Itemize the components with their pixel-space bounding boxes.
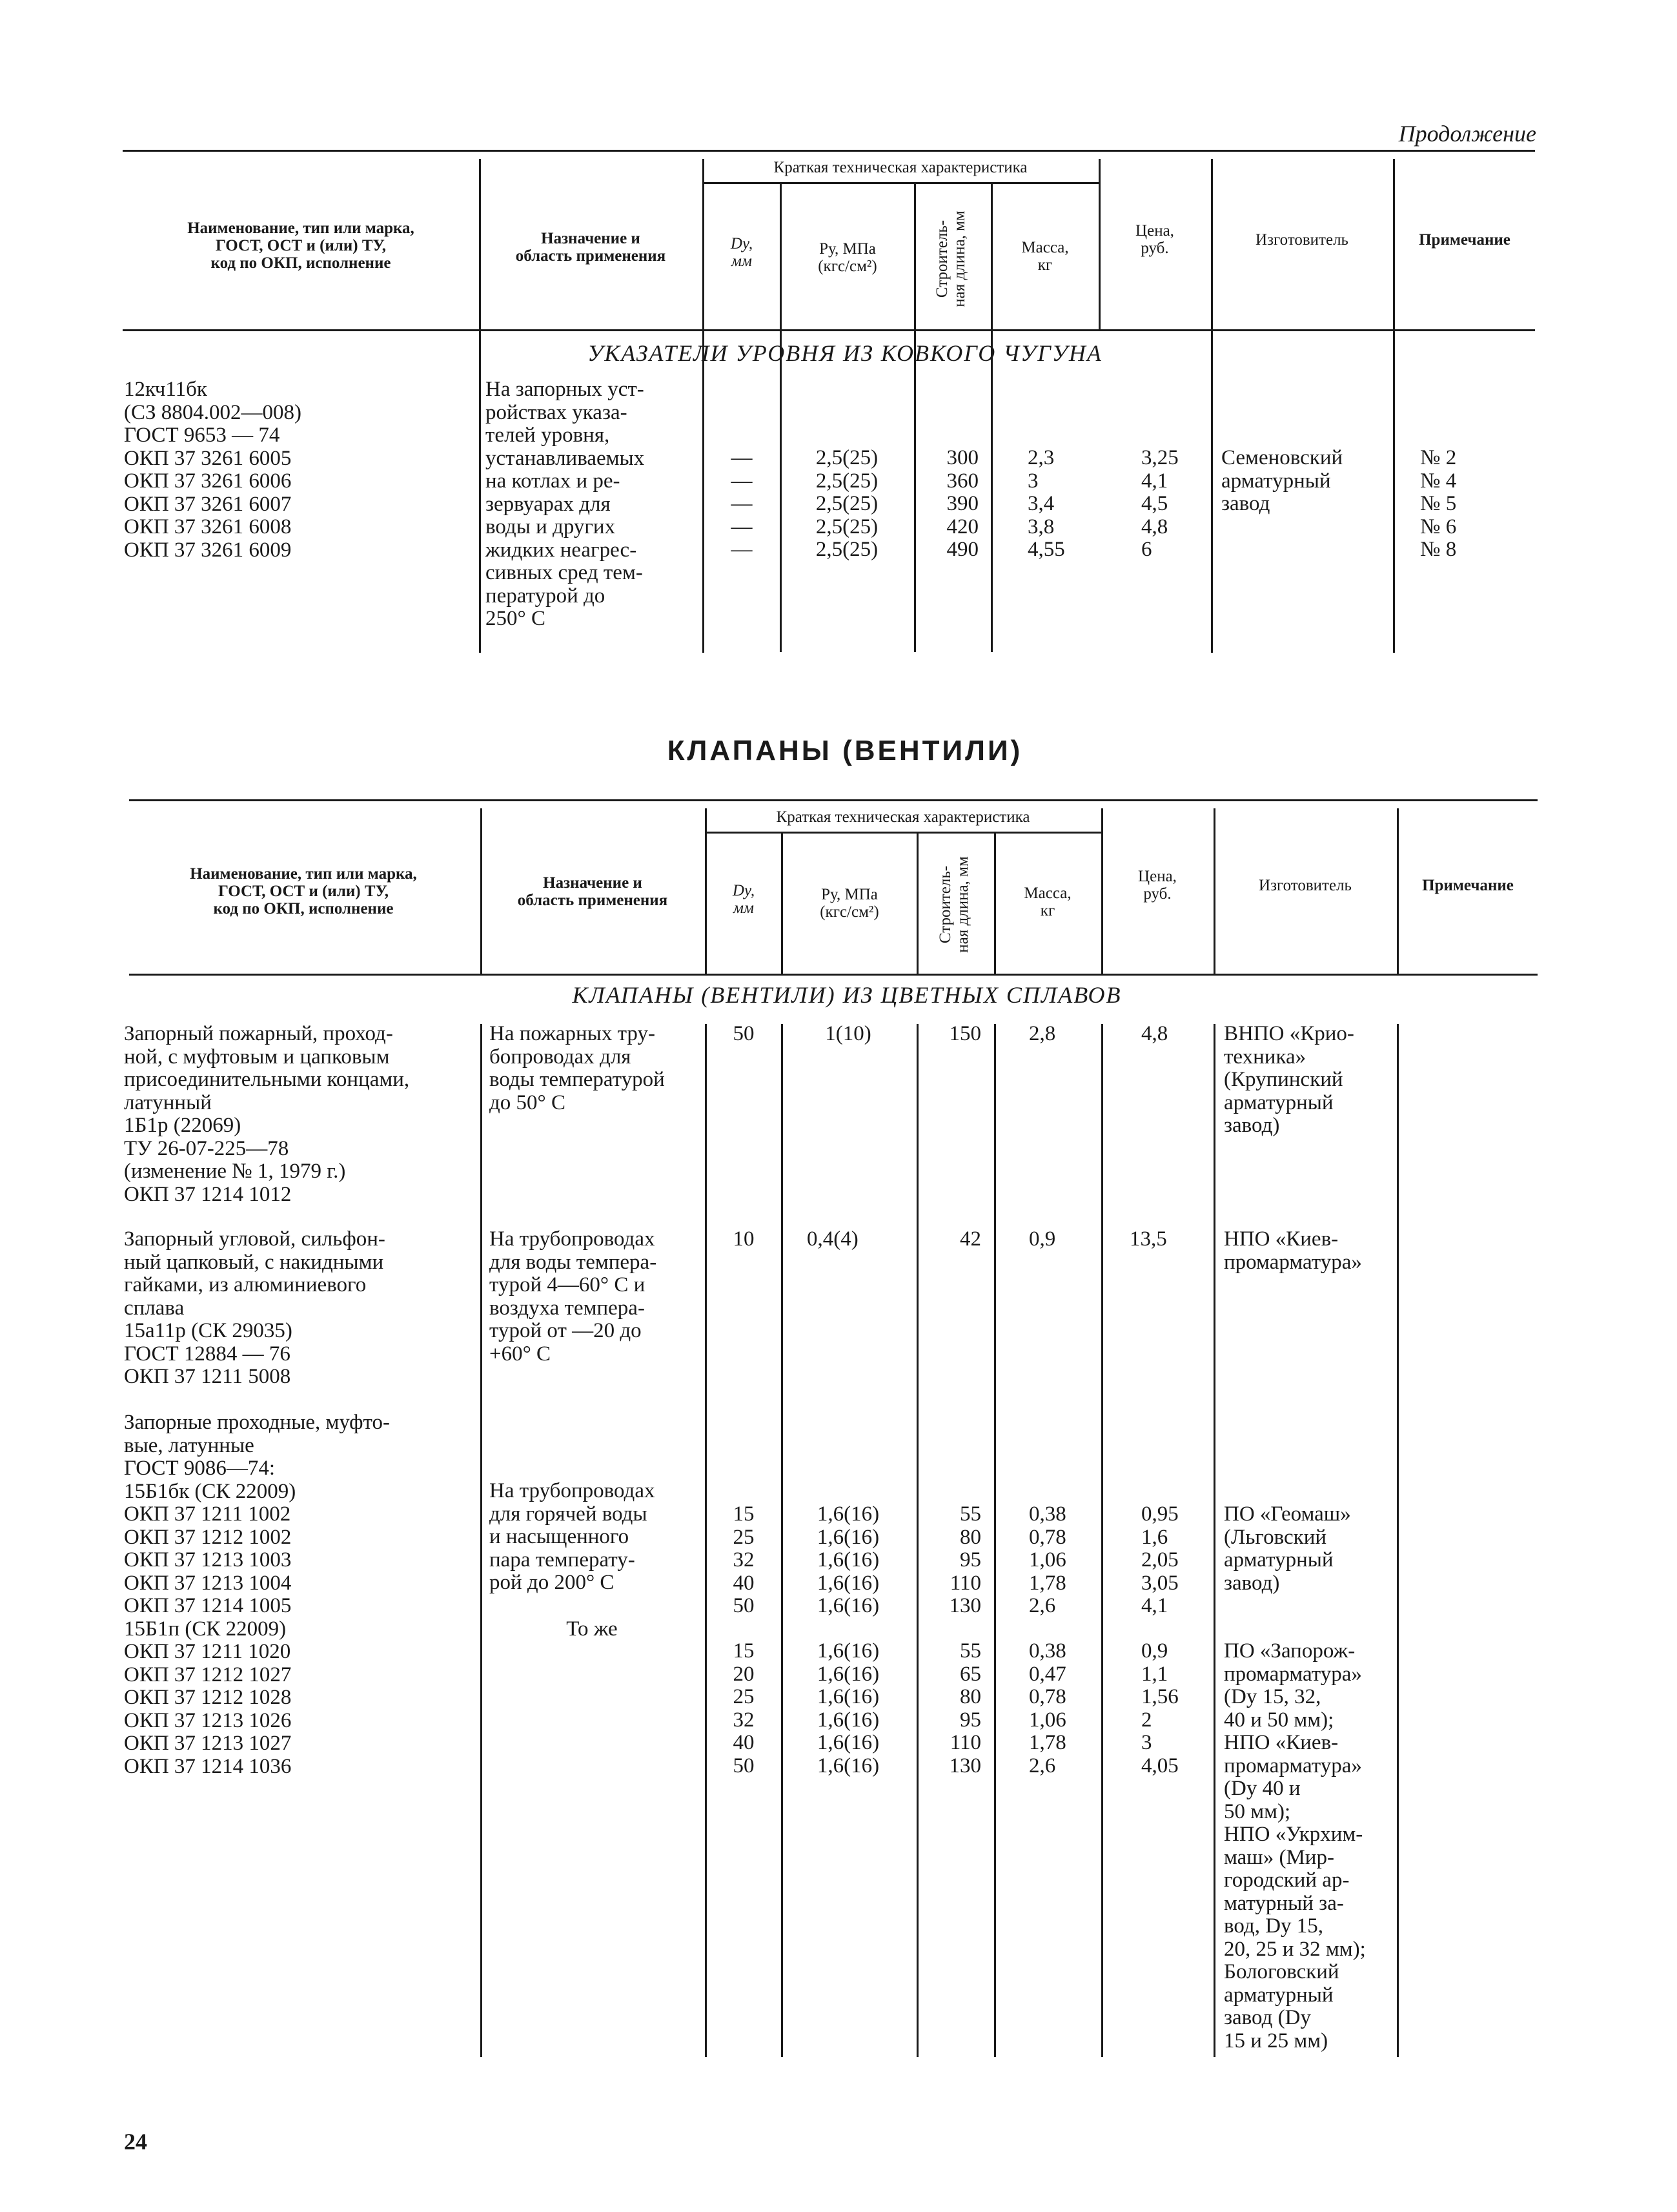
t2-row2-purpose: На трубопроводах для воды темпера- турой 4—60° С и воздуха темпера- турой от —20 до +60° С [489, 1227, 657, 1366]
t2-row3-price-b: 0,9 1,1 1,56 2 3 4,05 [1141, 1639, 1179, 1777]
t2-row1-purpose: На пожарных тру- бопроводах для воды температурой до 50° С [489, 1022, 665, 1114]
t2-row3-mass-a: 0,38 0,78 1,06 1,78 2,6 [1029, 1502, 1066, 1617]
t2-row3-pn-b: 1,6(16) 1,6(16) 1,6(16) 1,6(16) 1,6(16) 1,6(16) [817, 1639, 880, 1777]
table1-vline [914, 182, 916, 652]
header-tech-group: Краткая техническая характеристика [776, 808, 1030, 826]
t2-row2-maker: НПО «Киев- промарматура» [1224, 1227, 1362, 1274]
header-price: Цена, руб. [1138, 868, 1177, 903]
t2-row3-same: То же [566, 1617, 618, 1641]
t2-row3-mass-b: 0,38 0,47 0,78 1,06 1,78 2,6 [1029, 1639, 1066, 1777]
table2-vline [781, 832, 783, 974]
t2-row1-name: Запорный пожарный, проход- ной, с муфтовым и цапковым присоединительными концами, латунный 1Б1р (22069) ТУ 26-07-225—78 (изменение № 1, 1979 г.) ОКП 37 1214 1012 [124, 1022, 410, 1206]
t2-row1-dn: 50 [733, 1022, 755, 1045]
header-price: Цена, руб. [1135, 222, 1174, 257]
header-maker: Изготовитель [1255, 231, 1348, 249]
t2-row2-dn: 10 [733, 1227, 755, 1251]
header-name: Наименование, тип или марка, ГОСТ, ОСТ и (или) ТУ, код по ОКП, исполнение [187, 220, 414, 272]
t2-row3-length-b: 55 65 80 95 110 130 [949, 1639, 981, 1777]
t2-row1-maker: ВНПО «Крио- техника» (Крупинский арматурный завод) [1224, 1022, 1354, 1137]
t2-row3-name: Запорные проходные, муфто- вые, латунные ГОСТ 9086—74: 15Б1бк (СК 22009) ОКП 37 1211 1002 ОКП 37 1212 1002 ОКП 37 1213 1003 ОКП 37 1213 1004 ОКП 37 1214 1005 15Б1п (СК 22009) ОКП 37 1211 1020 ОКП 37 1212 1027 ОКП 37 1212 1028 ОКП 37 1213 1026 ОКП 37 1213 1027 ОКП 37 1214 1036 [124, 1411, 390, 1778]
t2-row2-length: 42 [960, 1227, 981, 1251]
table2-top-rule [129, 799, 1538, 801]
table2-header-rule [129, 974, 1538, 976]
t2-row1-length: 150 [949, 1022, 981, 1045]
t2-row2-name: Запорный угловой, сильфон- ный цапковый, с накидными гайками, из алюминиевого сплава 15а11р (СК 29035) ГОСТ 12884 — 76 ОКП 37 1211 5008 [124, 1227, 385, 1388]
header-pn: Pу, МПа (кгс/см²) [820, 886, 879, 921]
table1-vline [479, 159, 481, 653]
header-pn: Pу, МПа (кгс/см²) [818, 240, 877, 275]
table2-vline [480, 1024, 482, 2057]
t2-row3-length-a: 55 80 95 110 130 [949, 1502, 981, 1617]
header-purpose: Назначение и область применения [517, 874, 668, 909]
t1-length: 300 360 390 420 490 [946, 446, 979, 561]
table2-vline [917, 832, 919, 974]
t2-row1-pn: 1(10) [825, 1022, 871, 1045]
t2-row3-maker-b: ПО «Запорож- промарматура» (Dу 15, 32, 40 и 50 мм); НПО «Киев- промарматура» (Dу 40 и 50 мм); НПО «Укрхим- маш» (Мир- городский ар- матурный за- вод, Dу 15, 20, 25 и 32 мм); Бологовский арматурный завод (Dу 15 и 25 мм) [1224, 1639, 1366, 2053]
t1-pn: 2,5(25) 2,5(25) 2,5(25) 2,5(25) 2,5(25) [815, 446, 879, 561]
table2-vline [917, 1024, 919, 2057]
t1-price: 3,25 4,1 4,5 4,8 6 [1141, 446, 1179, 561]
t2-row3-maker-a: ПО «Геомаш» (Льговский арматурный завод) [1224, 1502, 1351, 1595]
section-title-valves: КЛАПАНЫ (ВЕНТИЛИ) [667, 735, 1023, 766]
header-dn: Dу, мм [730, 235, 753, 270]
header-dn: Dу, мм [732, 882, 755, 917]
table1-vline [780, 182, 782, 652]
table2-vline [1101, 1024, 1103, 2057]
t2-row2-mass: 0,9 [1029, 1227, 1056, 1251]
t2-row2-pn: 0,4(4) [807, 1227, 859, 1251]
table1-section-title: УКАЗАТЕЛИ УРОВНЯ ИЗ КОВКОГО ЧУГУНА [587, 340, 1103, 366]
table1-top-rule [123, 150, 1535, 152]
table2-vline [705, 1024, 707, 2057]
t1-name: 12кч11бк (СЗ 8804.002—008) ГОСТ 9653 — 74 ОКП 37 3261 6005 ОКП 37 3261 6006 ОКП 37 3261 6007 ОКП 37 3261 6008 ОКП 37 3261 6009 [124, 378, 302, 562]
header-length: Строитель- ная длина, мм [937, 856, 971, 953]
t2-row3-purpose: На трубопроводах для горячей воды и насыщенного пара температу- рой до 200° С [489, 1479, 655, 1594]
table2-vline [994, 1024, 996, 2057]
t2-row1-price: 4,8 [1141, 1022, 1168, 1045]
page-number: 24 [124, 2129, 147, 2155]
header-tech-group: Краткая техническая характеристика [773, 159, 1028, 176]
t2-row2-price: 13,5 [1130, 1227, 1167, 1251]
table1-group-rule [702, 182, 1099, 184]
table2-group-rule [705, 832, 1101, 834]
table2-vline [1214, 1024, 1215, 2057]
header-mass: Масса, кг [1024, 885, 1072, 919]
header-name: Наименование, тип или марка, ГОСТ, ОСТ и (или) ТУ, код по ОКП, исполнение [190, 865, 417, 917]
t1-dn: — — — — — [731, 446, 753, 561]
table2-vline [781, 1024, 783, 2057]
t1-mass: 2,3 3 3,4 3,8 4,55 [1028, 446, 1065, 561]
header-mass: Масса, кг [1021, 239, 1069, 274]
table1-header-rule [123, 329, 1535, 331]
header-length: Строитель- ная длина, мм [933, 210, 968, 307]
t2-row3-dn-a: 15 25 32 40 50 [733, 1502, 755, 1617]
table2-vline [705, 808, 707, 974]
t2-row3-price-a: 0,95 1,6 2,05 3,05 4,1 [1141, 1502, 1179, 1617]
header-note: Примечание [1422, 877, 1514, 894]
t1-note: № 2 № 4 № 5 № 6 № 8 [1420, 446, 1457, 561]
table2-section-title: КЛАПАНЫ (ВЕНТИЛИ) ИЗ ЦВЕТНЫХ СПЛАВОВ [572, 982, 1122, 1008]
table2-vline [480, 808, 482, 974]
header-note: Примечание [1419, 231, 1510, 249]
t2-row1-mass: 2,8 [1029, 1022, 1056, 1045]
header-maker: Изготовитель [1259, 877, 1352, 894]
t1-maker: Семеновский арматурный завод [1221, 446, 1343, 515]
t2-row3-pn-a: 1,6(16) 1,6(16) 1,6(16) 1,6(16) 1,6(16) [817, 1502, 880, 1617]
continuation-label: Продолжение [1398, 121, 1536, 147]
table1-vline [702, 159, 704, 653]
header-purpose: Назначение и область применения [515, 230, 666, 265]
t2-row3-dn-b: 15 20 25 32 40 50 [733, 1639, 755, 1777]
table2-vline [1397, 1024, 1399, 2057]
t1-purpose: На запорных уст- ройствах указа- телей уровня, устанавливаемых на котлах и ре- зервуарах для воды и других жидких неагрес- сивных сред тем- пературой до 250° С [485, 378, 645, 630]
